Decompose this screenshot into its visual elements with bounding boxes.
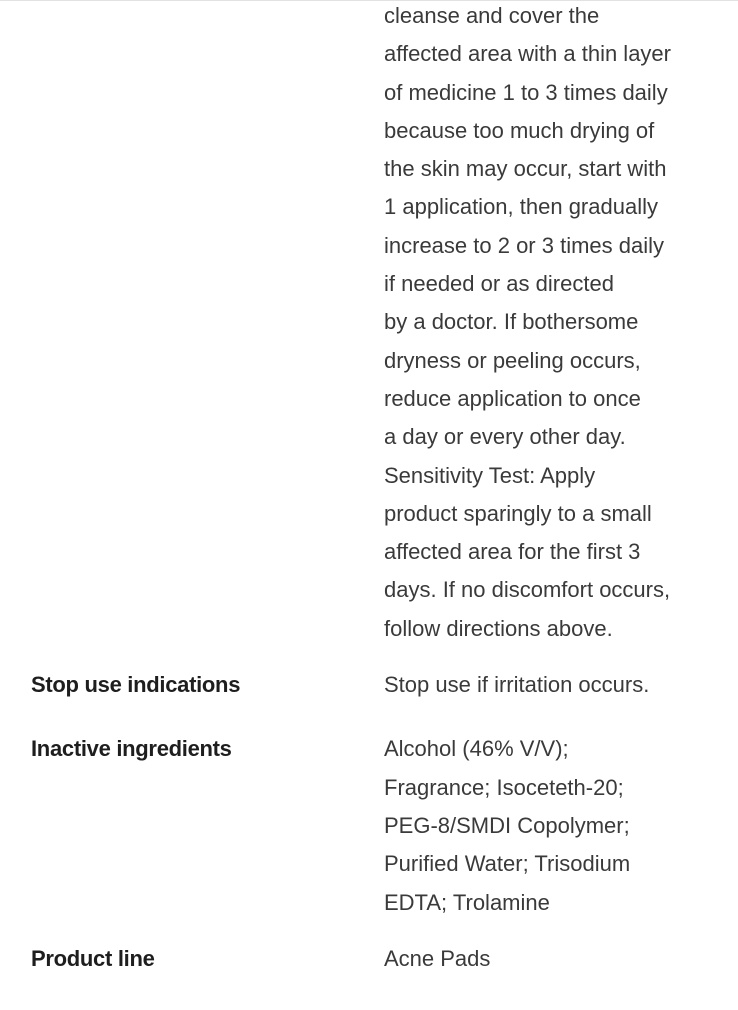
directions-line: affected area for the first 3: [384, 539, 641, 565]
inactive-ingredients-value: [384, 730, 724, 921]
inactive-ingredients-line: EDTA; Trolamine: [384, 889, 550, 915]
directions-line: because too much drying of: [384, 117, 655, 143]
directions-line: cleanse and cover the: [384, 3, 600, 28]
directions-line: increase to 2 or 3 times daily: [384, 232, 665, 258]
directions-line: affected area with a thin layer: [384, 41, 671, 67]
product-line-text: Acne Pads: [384, 945, 491, 971]
inactive-ingredients-line: Fragrance; Isoceteth-20;: [384, 774, 624, 800]
directions-line: the skin may occur, start with: [384, 156, 667, 182]
spec-row-stop-use: [0, 666, 738, 704]
spec-row-inactive-ingredients: [0, 730, 738, 921]
directions-line: Sensitivity Test: Apply: [384, 462, 596, 488]
inactive-ingredients-line: Alcohol (46% V/V);: [384, 736, 569, 762]
spec-row-product-line: [0, 940, 738, 978]
directions-line: 1 application, then gradually: [384, 194, 658, 220]
inactive-ingredients-label: Inactive ingredients: [31, 736, 232, 762]
directions-line: days. If no discomfort occurs,: [384, 577, 671, 603]
stop-use-label: Stop use indications: [31, 672, 241, 698]
directions-line: product sparingly to a small: [384, 500, 652, 526]
directions-line: by a doctor. If bothersome: [384, 309, 639, 335]
directions-line: of medicine 1 to 3 times daily: [384, 79, 668, 105]
product-line-label: Product line: [31, 945, 155, 971]
directions-line: follow directions above.: [384, 615, 613, 641]
directions-value: [384, 0, 724, 648]
stop-use-text: Stop use if irritation occurs.: [384, 672, 650, 698]
product-line-value: [384, 940, 724, 978]
directions-line: a day or every other day.: [384, 424, 626, 450]
stop-use-value: [384, 666, 724, 704]
inactive-ingredients-line: PEG-8/SMDI Copolymer;: [384, 812, 630, 838]
directions-line: if needed or as directed: [384, 271, 614, 297]
directions-line: dryness or peeling occurs,: [384, 347, 641, 373]
inactive-ingredients-line: Purified Water; Trisodium: [384, 851, 631, 877]
directions-line: reduce application to once: [384, 385, 641, 411]
